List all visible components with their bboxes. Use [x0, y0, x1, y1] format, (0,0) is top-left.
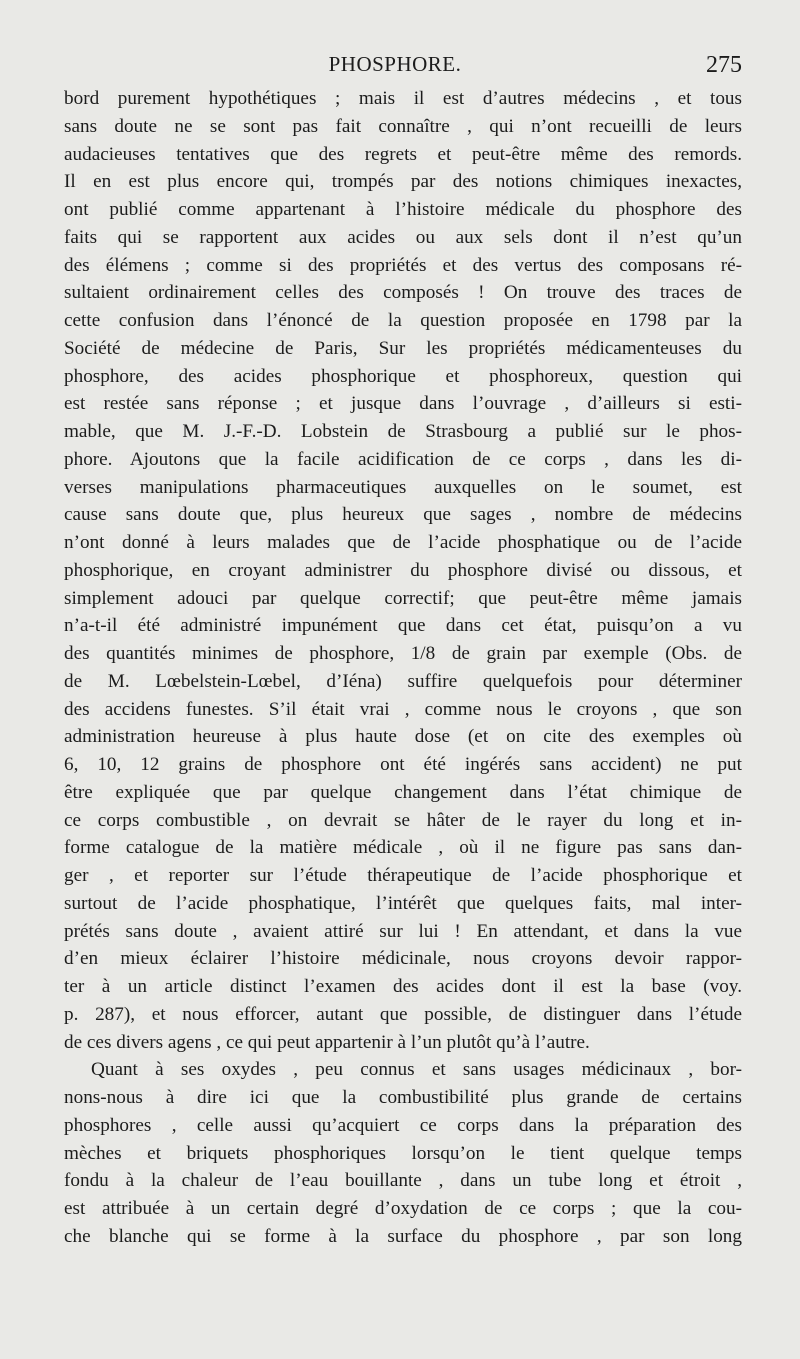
text-line: de ces divers agens , ce qui peut appartenir à l’un plutôt qu’à l’autre. — [64, 1031, 590, 1053]
text-line: ter à un article distinct l’examen des acides dont il est la base (voy. — [64, 976, 742, 997]
text-line: p. 287), et nous efforcer, autant que possible, de distinguer dans l’étude — [64, 1003, 742, 1025]
text-line: simplement adouci par quelque correctif; que peut-être même jamais — [64, 587, 742, 609]
text-line: faits qui se rapportent aux acides ou aux sels dont il n’est qu’un — [64, 226, 742, 248]
text-line: n’a-t-il été administré impunément que dans cet état, puisqu’on a vu — [64, 615, 742, 637]
running-head — [0, 52, 800, 86]
running-title: PHOSPHORE. — [328, 52, 462, 76]
text-line: fondu à la chaleur de l’eau bouillante , dans un tube long et étroit , — [64, 1170, 742, 1192]
text-line: bord purement hypothétiques ; mais il est d’autres médecins , et tous — [64, 88, 742, 109]
text-line: est attribuée à un certain degré d’oxydation de ce corps ; que la cou- — [64, 1198, 742, 1219]
text-line: phosphores , celle aussi qu’acquiert ce corps dans la préparation des — [64, 1114, 742, 1136]
text-line: ce corps combustible , on devrait se hâter de le rayer du long et in- — [64, 809, 742, 831]
text-line: de M. Lœbelstein-Lœbel, d’Iéna) suffire quelquefois pour déterminer — [64, 670, 742, 692]
text-line: phosphore, des acides phosphorique et phosphoreux, question qui — [64, 365, 742, 387]
text-line: phosphorique, en croyant administrer du phosphore divisé ou dissous, et — [64, 559, 742, 581]
text-line: cause sans doute que, plus heureux que sages , nombre de médecins — [64, 504, 742, 526]
text-line: prétés sans doute , avaient attiré sur lui ! En attendant, et dans la vue — [64, 920, 742, 942]
text-line: Il en est plus encore qui, trompés par des notions chimiques inexactes, — [64, 171, 742, 193]
body-text — [64, 85, 742, 1251]
text-line: ont publié comme appartenant à l’histoire médicale du phosphore des — [64, 199, 742, 220]
text-line: nons-nous à dire ici que la combustibilité plus grande de certains — [64, 1087, 742, 1108]
text-line: che blanche qui se forme à la surface du phosphore , par son long — [64, 1225, 742, 1247]
text-line: surtout de l’acide phosphatique, l’intérêt que quelques faits, mal inter- — [64, 892, 742, 914]
text-line: phore. Ajoutons que la facile acidification de ce corps , dans les di- — [64, 448, 742, 470]
text-line: sans doute ne se sont pas fait connaître , qui n’ont recueilli de leurs — [64, 115, 742, 137]
text-line: forme catalogue de la matière médicale , où il ne figure pas sans dan- — [64, 837, 742, 859]
text-line: mèches et briquets phosphoriques lorsqu’on le tient quelque temps — [64, 1142, 742, 1164]
text-line: audacieuses tentatives que des regrets et peut-être même des remords. — [64, 143, 742, 165]
text-line: verses manipulations pharmaceutiques auxquelles on le soumet, est — [64, 476, 742, 498]
text-line: mable, que M. J.-F.-D. Lobstein de Strasbourg a publié sur le phos- — [64, 421, 742, 442]
text-line: être expliquée que par quelque changement dans l’état chimique de — [64, 781, 742, 803]
text-line: 6, 10, 12 grains de phosphore ont été ingérés sans accident) ne put — [64, 754, 742, 775]
text-line: cette confusion dans l’énoncé de la question proposée en 1798 par la — [64, 310, 742, 331]
text-line: administration heureuse à plus haute dose (et on cite des exemples où — [64, 726, 742, 748]
text-line: sultaient ordinairement celles des composés ! On trouve des traces de — [64, 282, 742, 304]
text-line: des élémens ; comme si des propriétés et des vertus des composans ré- — [64, 254, 742, 276]
text-line: d’en mieux éclairer l’histoire médicinale, nous croyons devoir rappor- — [64, 948, 742, 970]
text-line: Société de médecine de Paris, Sur les propriétés médicamenteuses du — [64, 337, 742, 359]
text-line: n’ont donné à leurs malades que de l’acide phosphatique ou de l’acide — [64, 532, 742, 553]
text-line: des accidens funestes. S’il était vrai , comme nous le croyons , que son — [64, 698, 742, 720]
page-number: 275 — [706, 52, 742, 78]
text-line: Quant à ses oxydes , peu connus et sans usages médicinaux , bor- — [91, 1059, 742, 1081]
text-line: ger , et reporter sur l’étude thérapeutique de l’acide phosphorique et — [64, 865, 742, 886]
text-line: est restée sans réponse ; et jusque dans l’ouvrage , d’ailleurs si esti- — [64, 393, 742, 415]
text-line: des quantités minimes de phosphore, 1/8 de grain par exemple (Obs. de — [64, 643, 742, 664]
